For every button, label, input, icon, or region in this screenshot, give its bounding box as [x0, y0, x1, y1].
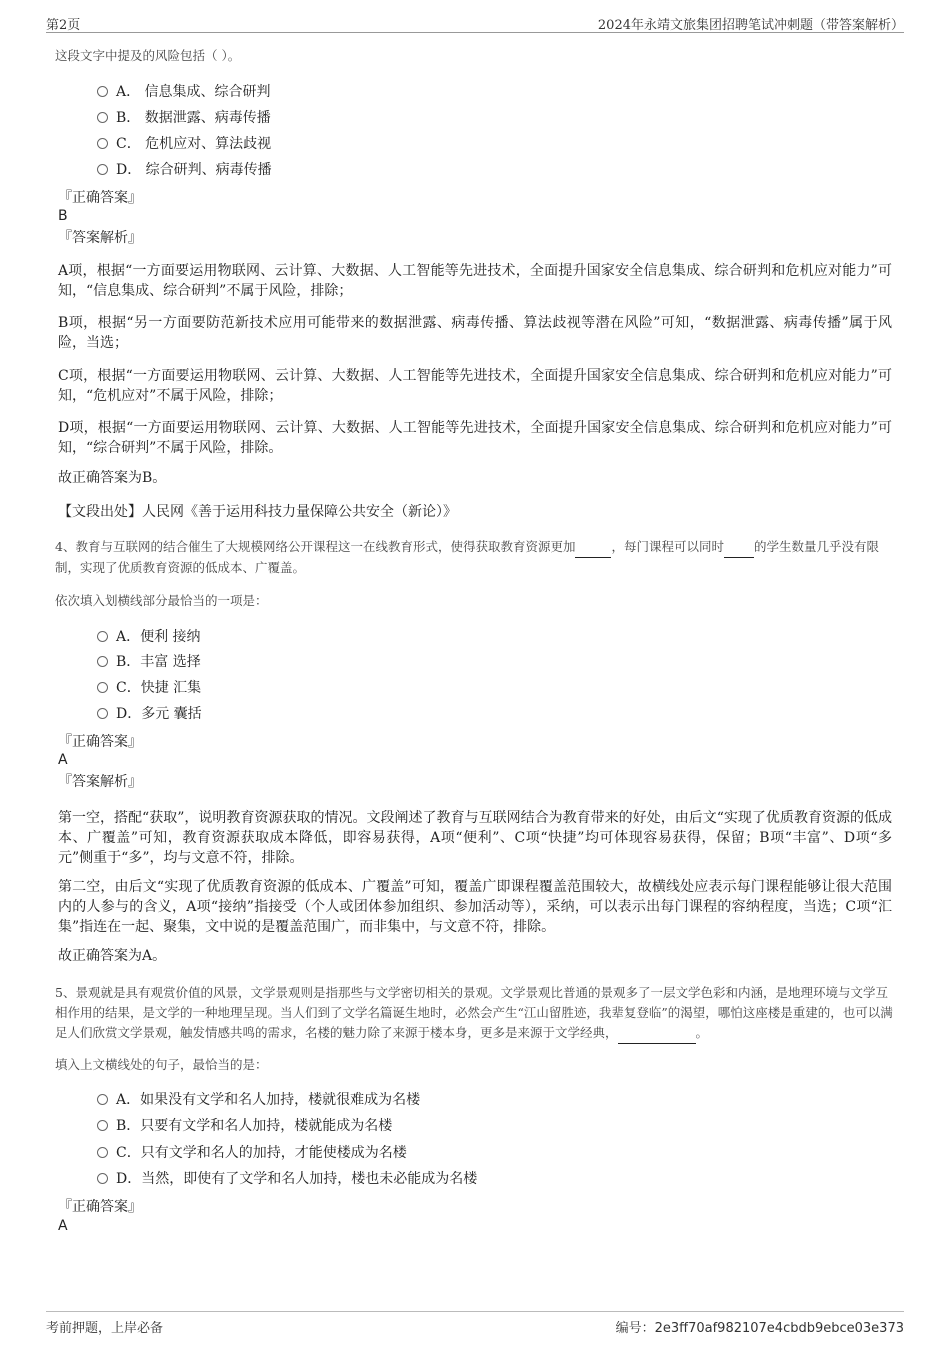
question-3-stem: 这段文字中提及的风险包括（ ）。 — [55, 48, 241, 63]
radio-icon[interactable] — [97, 138, 108, 149]
radio-icon[interactable] — [97, 112, 108, 123]
q3-option-a[interactable]: A． 信息集成、综合研判 — [97, 82, 271, 102]
radio-icon[interactable] — [97, 1173, 108, 1184]
document-title: 2024年永靖文旅集团招聘笔试冲刺题（带答案解析） — [597, 18, 904, 33]
q3-analysis-label: 『答案解析』 — [58, 230, 142, 246]
q4-analysis-2: 第二空，由后文“实现了优质教育资源的低成本、广覆盖”可知，覆盖广即课程覆盖范围较大，故横线处应表示每门课程能够让很大范围内的人参与的含义，A项“接纳”指接受（个人或团体参加组织、参加活动等），采纳，可以表示出每门课程的容纳程度，当选；C项“汇集”指连在一起、聚集，文中说的是覆盖范围广，而非集中，与文意不符，排除。 — [58, 879, 892, 935]
q5-answer-label: 『正确答案』 — [58, 1199, 142, 1215]
radio-icon[interactable] — [97, 86, 108, 97]
blank-2 — [724, 537, 754, 558]
page-header — [46, 12, 904, 33]
question-5-prompt: 填入上文横线处的句子，最恰当的是： — [55, 1057, 268, 1072]
q4-analysis-1: 第一空，搭配“获取”，说明教育资源获取的情况。文段阐述了教育与互联网结合为教育带来的好处，由后文“实现了优质教育资源的低成本、广覆盖”可知，教育资源获取成本降低，即容易获得，A项“便利”、C项“快捷”均可体现容易获得，保留；B项“丰富”、D项“多元”侧重于“多”，均与文意不符，排除。 — [58, 810, 892, 866]
q3-answer-label: 『正确答案』 — [58, 190, 142, 206]
q4-analysis-label: 『答案解析』 — [58, 774, 142, 790]
radio-icon[interactable] — [97, 656, 108, 667]
question-4-prompt: 依次填入划横线部分最恰当的一项是： — [55, 593, 268, 608]
q4-answer-label: 『正确答案』 — [58, 734, 142, 750]
q3-option-b[interactable]: B． 数据泄露、病毒传播 — [97, 108, 271, 128]
q3-option-d[interactable]: D． 综合研判、病毒传播 — [97, 160, 272, 180]
q3-analysis-d: D项，根据“一方面要运用物联网、云计算、大数据、人工智能等先进技术，全面提升国家安全信息集成、综合研判和危机应对能力”可知，“综合研判”不属于风险，排除。 — [58, 420, 892, 456]
blank — [618, 1023, 696, 1044]
radio-icon[interactable] — [97, 1147, 108, 1158]
q5-answer: A — [58, 1218, 68, 1234]
q4-option-b[interactable]: B．丰富 选择 — [97, 652, 201, 672]
radio-icon[interactable] — [97, 631, 108, 642]
q3-analysis-a: A项，根据“一方面要运用物联网、云计算、大数据、人工智能等先进技术，全面提升国家安全信息集成、综合研判和危机应对能力”可知，“信息集成、综合研判”不属于风险，排除； — [58, 263, 892, 299]
blank-1 — [575, 537, 611, 558]
radio-icon[interactable] — [97, 682, 108, 693]
page-number: 第2页 — [46, 18, 81, 33]
q4-option-a[interactable]: A．便利 接纳 — [97, 627, 201, 647]
radio-icon[interactable] — [97, 1120, 108, 1131]
q5-option-d[interactable]: D．当然，即使有了文学和名人加持，楼也未必能成为名楼 — [97, 1169, 477, 1189]
q3-conclusion: 故正确答案为B。 — [58, 470, 167, 486]
q3-source: 【文段出处】人民网《善于运用科技力量保障公共安全（新论）》 — [58, 504, 457, 520]
q3-answer: B — [58, 208, 68, 224]
radio-icon[interactable] — [97, 708, 108, 719]
q5-option-b[interactable]: B．只要有文学和名人加持，楼就能成为名楼 — [97, 1116, 392, 1136]
q4-conclusion: 故正确答案为A。 — [58, 948, 167, 964]
question-5-stem: 5、景观就是具有观赏价值的风景，文学景观则是指那些与文学密切相关的景观。文学景观比普通的景观多了一层文学色彩和内涵，是地理环境与文学互相作用的结果，是文学的一种地理呈现。当人们到了文学名篇诞生地时，必然会产生“江山留胜迹，我辈复登临”的渴望，哪怕这座楼是重建的，也可以满足人们欣赏文学景观，触发情感共鸣的需求，名楼的魅力除了来源于楼本身，更多是来源于文学经典， 。 — [55, 983, 900, 1044]
q4-option-c[interactable]: C．快捷 汇集 — [97, 678, 201, 698]
page-footer — [46, 1311, 904, 1338]
q5-option-c[interactable]: C．只有文学和名人的加持，才能使楼成为名楼 — [97, 1143, 407, 1163]
q3-analysis-b: B项，根据“另一方面要防范新技术应用可能带来的数据泄露、病毒传播、算法歧视等潜在风险”可知，“数据泄露、病毒传播”属于风险，当选； — [58, 315, 892, 351]
question-4-stem: 4、教育与互联网的结合催生了大规模网络公开课程这一在线教育形式，使得获取教育资源更加 ，每门课程可以同时 的学生数量几乎没有限制，实现了优质教育资源的低成本、广覆盖。 — [55, 539, 879, 575]
q4-answer: A — [58, 752, 68, 768]
q4-option-d[interactable]: D．多元 囊括 — [97, 704, 202, 724]
q3-option-c[interactable]: C． 危机应对、算法歧视 — [97, 134, 271, 154]
radio-icon[interactable] — [97, 164, 108, 175]
document-code: 编号：2e3ff70af982107e4cbdb9ebce03e373 — [615, 1321, 904, 1336]
footer-slogan: 考前押题，上岸必备 — [46, 1321, 164, 1336]
q3-analysis-c: C项，根据“一方面要运用物联网、云计算、大数据、人工智能等先进技术，全面提升国家安全信息集成、综合研判和危机应对能力”可知，“危机应对”不属于风险，排除； — [58, 368, 892, 404]
radio-icon[interactable] — [97, 1094, 108, 1105]
q5-option-a[interactable]: A．如果没有文学和名人加持，楼就很难成为名楼 — [97, 1090, 420, 1110]
